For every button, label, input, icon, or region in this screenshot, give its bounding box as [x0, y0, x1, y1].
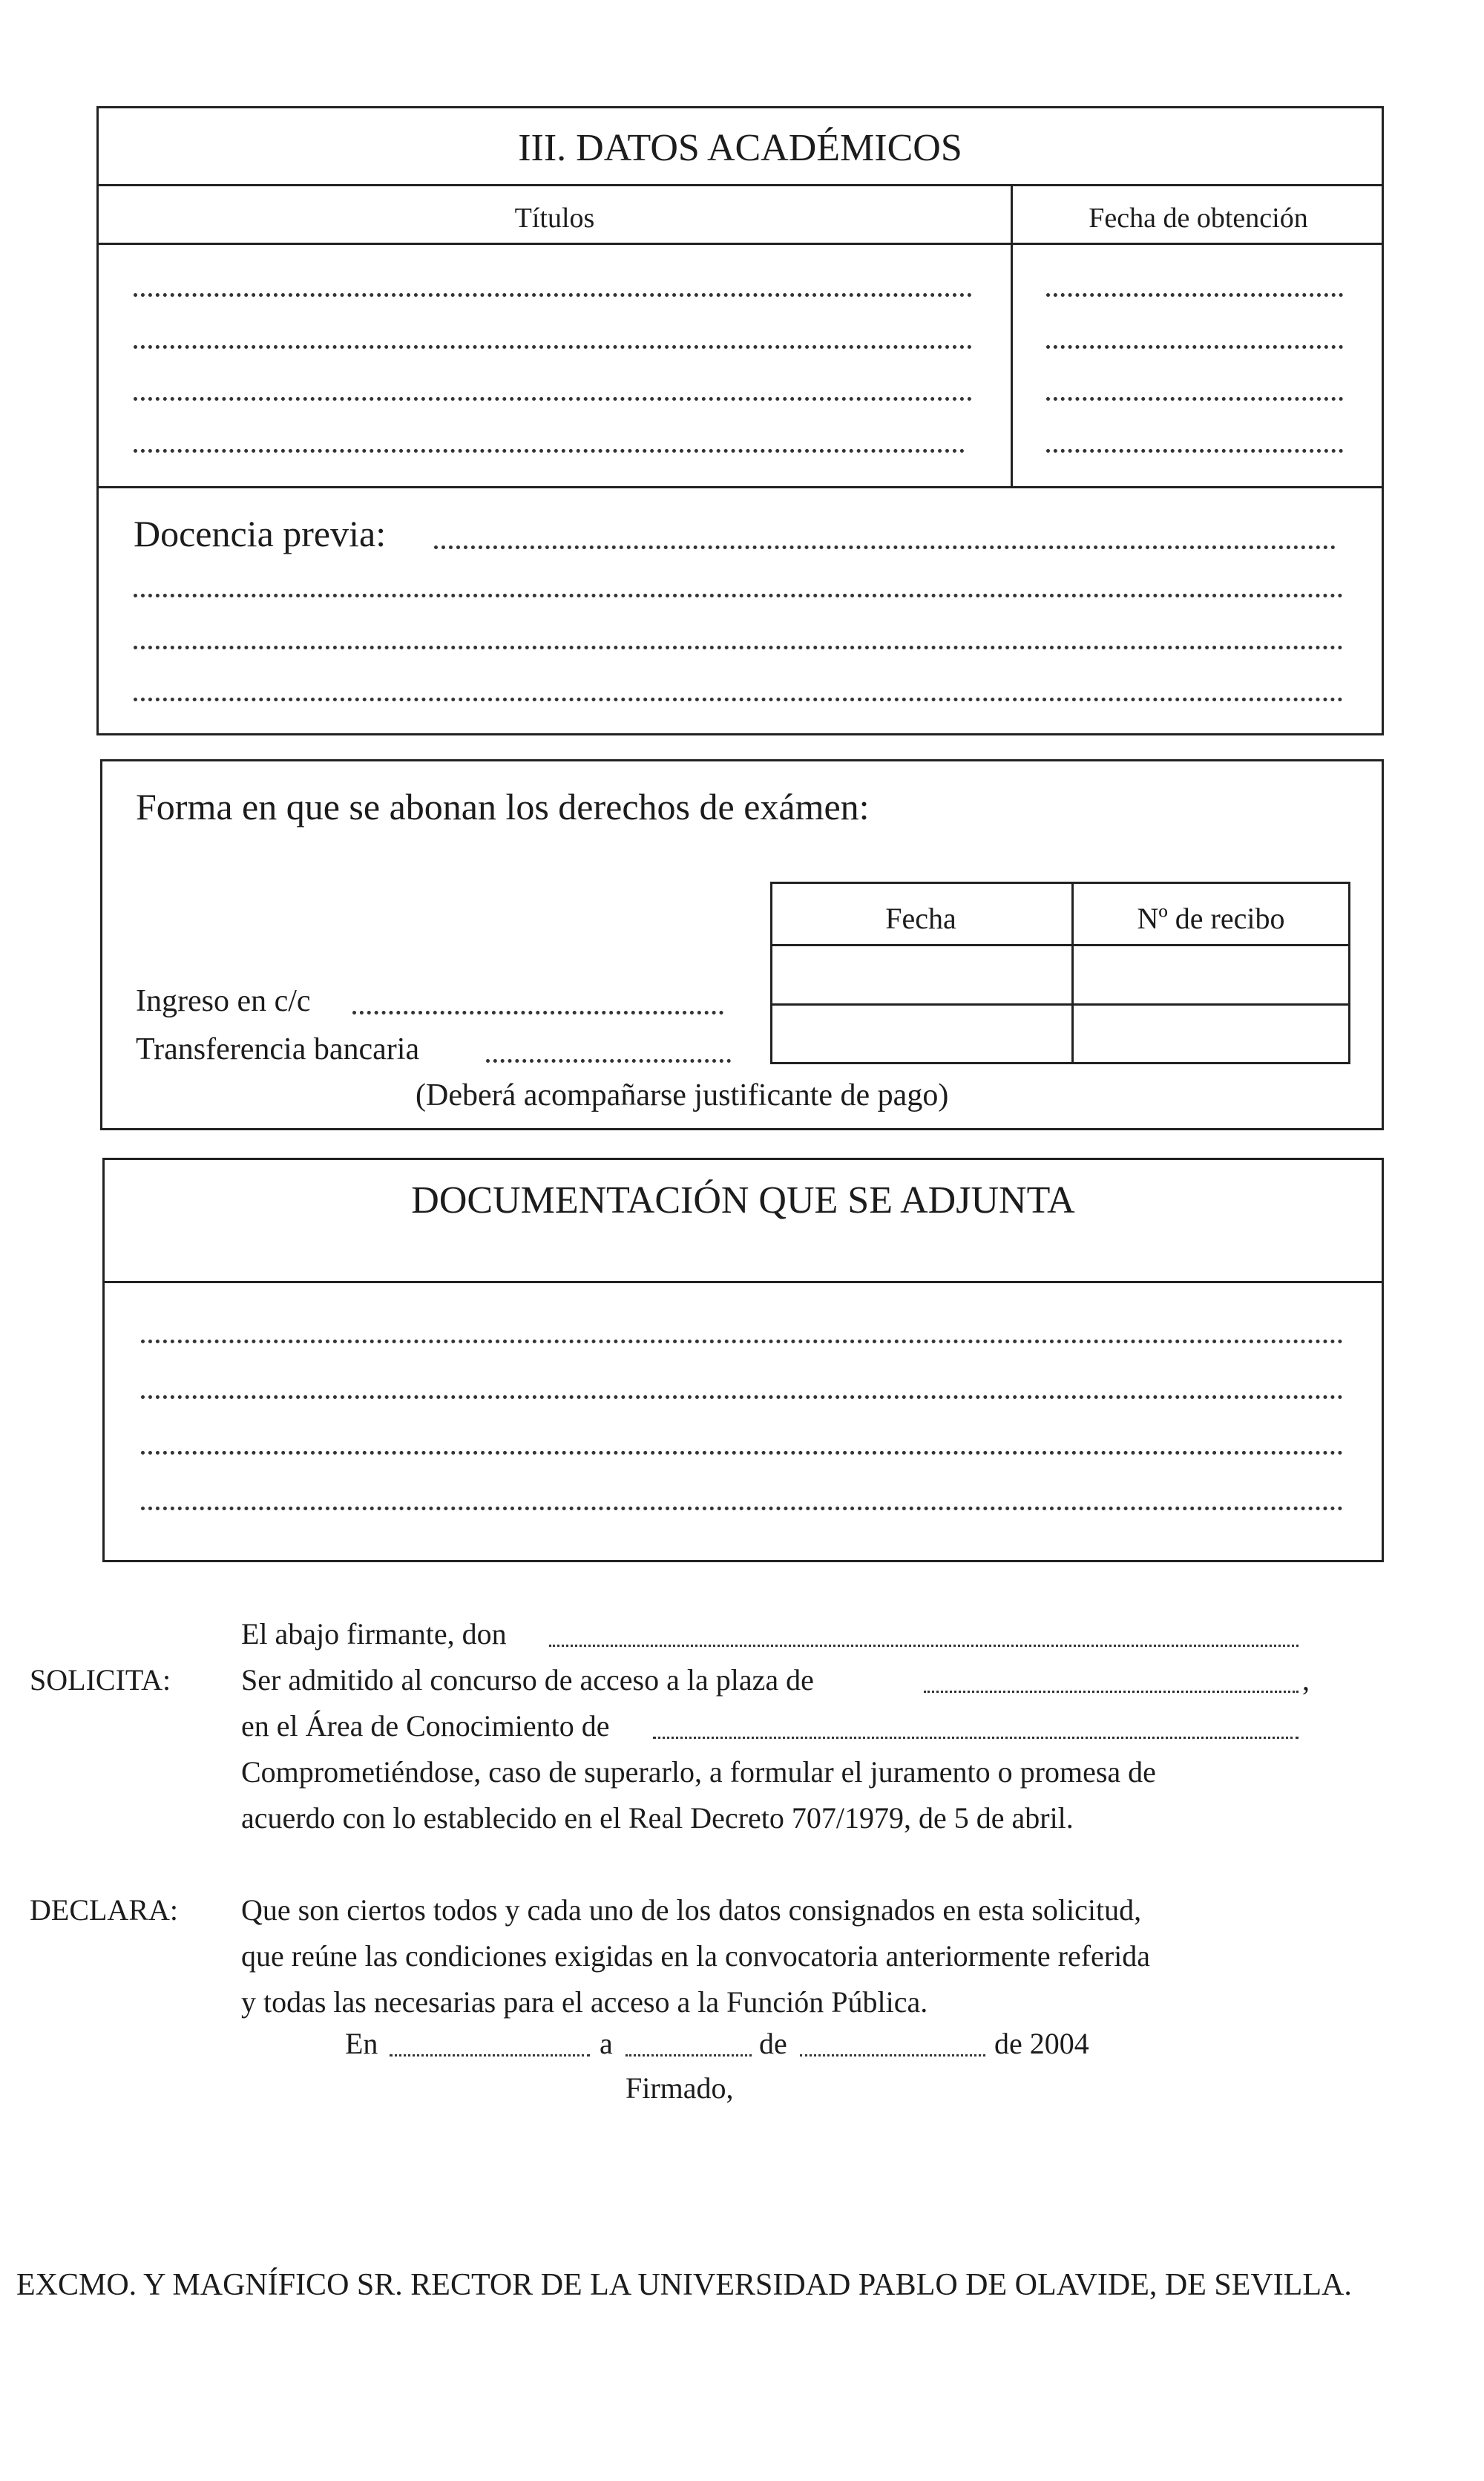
- destinatario: EXCMO. Y MAGNÍFICO SR. RECTOR DE LA UNIVERSIDAD PABLO DE OLAVIDE, DE SEVILLA.: [16, 2268, 1352, 2302]
- de-label: de: [759, 2027, 787, 2060]
- recibo-transferencia-cell[interactable]: [1074, 1006, 1348, 1062]
- titulo-entry-line[interactable]: [134, 345, 972, 349]
- dia-entry-line[interactable]: [626, 2054, 752, 2056]
- fecha-transferencia-cell[interactable]: [772, 1006, 1069, 1062]
- solicita-line4: acuerdo con lo establecido en el Real Decreto 707/1979, de 5 de abril.: [241, 1801, 1074, 1835]
- titulo-entry-line[interactable]: [134, 293, 972, 297]
- documento-entry-line[interactable]: [141, 1340, 1343, 1343]
- transferencia-label: Transferencia bancaria: [136, 1032, 420, 1066]
- docencia-entry-line[interactable]: [434, 545, 1336, 549]
- divider: [96, 184, 1384, 186]
- pago-nota: (Deberá acompañarse justificante de pago): [416, 1078, 949, 1112]
- column-divider: [1011, 184, 1013, 488]
- firmante-label: El abajo firmante, don: [241, 1617, 507, 1651]
- plaza-entry-line[interactable]: [924, 1691, 1298, 1693]
- solicita-line1: Ser admitido al concurso de acceso a la plaza de: [241, 1663, 814, 1697]
- receipt-col-fecha: Fecha: [885, 902, 956, 935]
- firmado-label: Firmado,: [626, 2071, 734, 2105]
- solicita-line1-comma: ,: [1302, 1663, 1310, 1697]
- documento-entry-line[interactable]: [141, 1395, 1343, 1399]
- fecha-entry-line[interactable]: [1046, 345, 1343, 349]
- divider: [96, 486, 1384, 488]
- docencia-entry-line[interactable]: [134, 646, 1343, 649]
- documento-entry-line[interactable]: [141, 1451, 1343, 1455]
- titulo-entry-line[interactable]: [134, 449, 965, 453]
- a-label: a: [600, 2027, 613, 2060]
- receipt-col-recibo: Nº de recibo: [1137, 902, 1285, 935]
- ingreso-label: Ingreso en c/c: [136, 984, 311, 1018]
- fecha-entry-line[interactable]: [1046, 449, 1343, 453]
- col-header-titulos: Títulos: [514, 203, 595, 234]
- fecha-ingreso-cell[interactable]: [772, 946, 1069, 1002]
- docencia-entry-line[interactable]: [134, 698, 1343, 701]
- docencia-previa-label: Docencia previa:: [134, 513, 387, 554]
- fecha-entry-line[interactable]: [1046, 293, 1343, 297]
- datos-academicos-section: [96, 106, 1384, 735]
- recibo-ingreso-cell[interactable]: [1074, 946, 1348, 1002]
- declara-line1: Que son ciertos todos y cada uno de los datos consignados en esta solicitud,: [241, 1893, 1142, 1927]
- datos-academicos-title: III. DATOS ACADÉMICOS: [518, 127, 962, 169]
- col-header-fecha-obtencion: Fecha de obtención: [1089, 203, 1308, 234]
- fecha-entry-line[interactable]: [1046, 397, 1343, 401]
- mes-entry-line[interactable]: [800, 2054, 985, 2056]
- docencia-entry-line[interactable]: [134, 594, 1343, 597]
- year-label: de 2004: [994, 2027, 1089, 2060]
- solicita-line3: Comprometiéndose, caso de superarlo, a formular el juramento o promesa de: [241, 1755, 1156, 1789]
- firmante-entry-line[interactable]: [549, 1645, 1298, 1647]
- divider: [102, 1281, 1384, 1283]
- ingreso-entry-line[interactable]: [352, 1011, 723, 1015]
- transferencia-entry-line[interactable]: [486, 1059, 731, 1063]
- en-label: En: [345, 2027, 378, 2060]
- area-entry-line[interactable]: [653, 1737, 1298, 1739]
- declara-line2: que reúne las condiciones exigidas en la convocatoria anteriormente referida: [241, 1939, 1150, 1973]
- lugar-entry-line[interactable]: [390, 2054, 590, 2056]
- solicita-label: SOLICITA:: [30, 1663, 171, 1697]
- documento-entry-line[interactable]: [141, 1507, 1343, 1510]
- solicita-line2: en el Área de Conocimiento de: [241, 1709, 610, 1743]
- pago-title: Forma en que se abonan los derechos de exámen:: [136, 786, 870, 827]
- declara-line3: y todas las necesarias para el acceso a la Función Pública.: [241, 1985, 928, 2019]
- divider: [96, 243, 1384, 245]
- titulo-entry-line[interactable]: [134, 397, 972, 401]
- documentacion-title: DOCUMENTACIÓN QUE SE ADJUNTA: [411, 1179, 1075, 1222]
- declara-label: DECLARA:: [30, 1893, 178, 1927]
